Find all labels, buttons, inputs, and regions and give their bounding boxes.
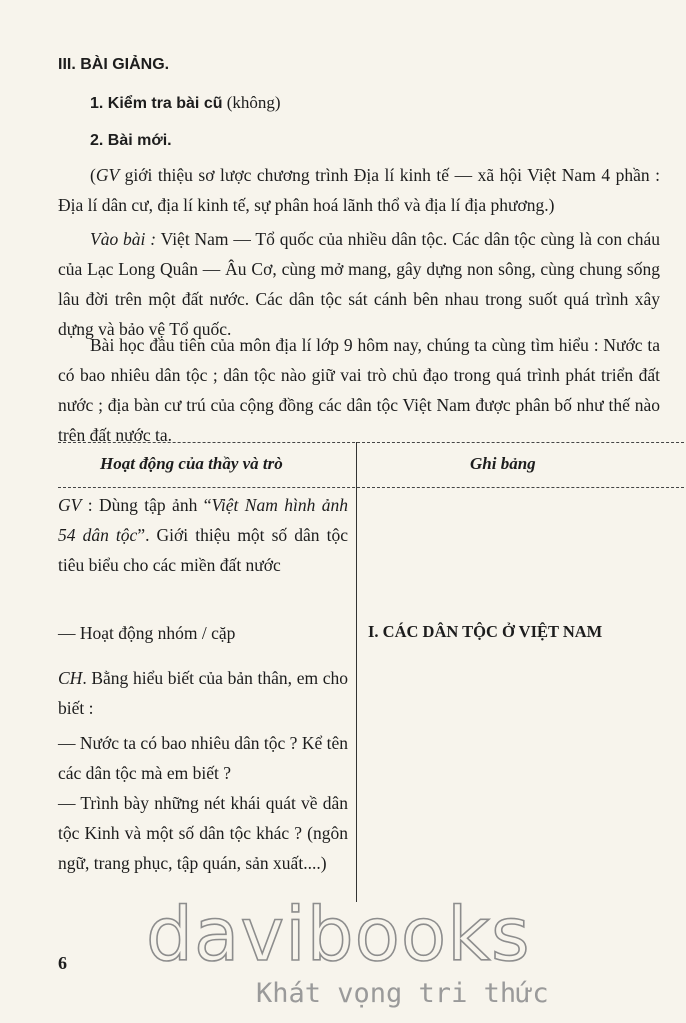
paragraph-bai-hoc: Bài học đầu tiên của môn địa lí lớp 9 hôm nay, chúng ta cùng tìm hiểu : Nước ta có bao nhiêu dân tộc ; dân tộc nào giữ vai trò chủ đạo trong quá trình phát triển đất nước ; địa bàn cư trú của cộng đồng các dân tộc Việt Nam được phân bố như thế nào trên đất nước ta. bbox=[58, 335, 660, 445]
row3-ch-label: CH bbox=[58, 668, 83, 688]
row1-gv-label: GV bbox=[58, 495, 82, 515]
table-top-rule bbox=[58, 442, 684, 443]
subheading-check-old-lesson bbox=[90, 93, 281, 113]
table-row-describe-kinh: — Trình bày những nét khái quát về dân tộc Kinh và một số dân tộc khác ? (ngôn ngữ, trang phục, tập quán, sản xuất....) bbox=[58, 793, 348, 873]
gv-open-paren: ( bbox=[90, 165, 96, 185]
board-note-title: I. CÁC DÂN TỘC Ở VIỆT NAM bbox=[368, 622, 603, 641]
table-header-activities: Hoạt động của thầy và trò bbox=[100, 454, 283, 473]
section-heading: III. BÀI GIẢNG. bbox=[58, 56, 170, 73]
paragraph-vao-bai bbox=[58, 224, 660, 344]
page-number: 6 bbox=[58, 953, 67, 973]
row1-pre: : Dùng tập ảnh “ bbox=[81, 495, 212, 515]
subheading-new-lesson bbox=[90, 130, 172, 150]
table-header-rule bbox=[58, 487, 684, 488]
row1-album-title: Việt Nam hình ảnh 54 dân tộc bbox=[58, 495, 348, 545]
table-header-board-notes: Ghi bảng bbox=[470, 454, 536, 473]
gv-intro-text: giới thiệu sơ lược chương trình Địa lí kinh tế — xã hội Việt Nam 4 phần : Địa lí dân cư, địa lí kinh tế, sự phân hoá lãnh thổ và địa lí địa phương.) bbox=[58, 165, 660, 215]
table-row-how-many-ethnic: — Nước ta có bao nhiêu dân tộc ? Kể tên các dân tộc mà em biết ? bbox=[58, 733, 348, 783]
row3-text: . Bằng hiểu biết của bản thân, em cho biết : bbox=[58, 668, 348, 718]
subheading-check-rest: (không) bbox=[222, 93, 281, 112]
row1-post: ”. Giới thiệu một số dân tộc tiêu biểu cho các miền đất nước bbox=[58, 525, 348, 575]
paragraph-gv-intro bbox=[58, 160, 660, 220]
watermark-logo: davibooks bbox=[146, 892, 531, 978]
table-row-group-work: — Hoạt động nhóm / cặp bbox=[58, 623, 236, 643]
vao-bai-label: Vào bài : bbox=[90, 229, 157, 249]
subheading-check-bold: 1. Kiểm tra bài cũ bbox=[90, 95, 223, 112]
watermark-slogan: Khát vọng tri thức bbox=[256, 978, 549, 1009]
subheading-new-bold: 2. Bài mới. bbox=[90, 132, 172, 149]
vao-bai-text: Việt Nam — Tổ quốc của nhiều dân tộc. Các dân tộc cùng là con cháu của Lạc Long Quân — Âu Cơ, cùng mở mang, gây dựng non sông, cùng chung sống lâu đời trên một đất nước. Các dân tộc sát cánh bên nhau trong suốt quá trình xây dựng và bảo vệ Tổ quốc. bbox=[58, 229, 660, 339]
gv-label: GV bbox=[95, 165, 120, 185]
table-row-question bbox=[58, 663, 348, 723]
table-column-divider bbox=[356, 442, 357, 902]
table-row-gv-photos bbox=[58, 490, 348, 580]
